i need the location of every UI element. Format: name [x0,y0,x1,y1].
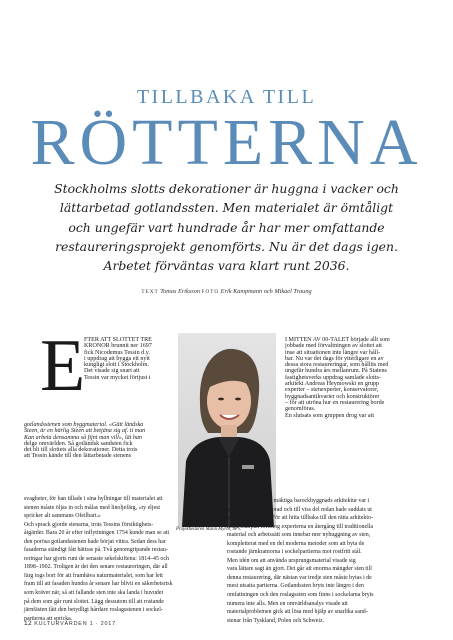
text-line: bar. Nu var det dags för ytterligare en av [285,355,384,362]
text-line: FTER ATT SLOTTET TRE [84,337,152,343]
text-line: åtgärder. Bara 20 år efter inflyttningen 1754 kunde man se att [24,530,170,537]
lede-line: restaureringsprojekt genomförts. Nu är det dags igen. [55,238,398,254]
text-line: färg togs bort för att framhäva naturmaterialet, som har lett [24,572,163,579]
article-lede [0,179,453,275]
text-line: tydligheten i denna mäktiga barockbyggnads arkitektur var i [227,498,370,504]
text-line: genomföras. [285,406,316,413]
text-line: – för att utröna hur en restaurering borde [285,399,385,406]
text-line: som kräver när, så att fallande sten inte ska landa i huvudet [24,590,164,597]
text-line: denna restaurering, där nästan var tredje sten måste bytas i de [227,574,372,581]
text-line: material och arbetssätt som innebar mer nyhuggning av sten, [227,532,371,539]
text-line: partierna att spricka. [24,615,73,622]
text-line: En slutsats som gruppen drog var att [285,412,375,419]
text-line: inse att situationen inte längre var håll- [285,349,381,356]
text-line: materialproblemen gick att lösa med hjälp av snarlika sand- [227,609,368,616]
text-line: på dem som går runt slottet. Lägg dessutom till att rostande [24,598,164,605]
column-1-middle [24,422,174,460]
text-line: Det visade sig snart att [84,368,140,375]
photo-caption: Projektledaren Malin Myrin, SFV. [176,527,242,532]
drop-cap: E [40,325,86,407]
byline-text-label: TEXT [141,289,159,295]
text-line: svagheter, för han tillade i sina hyllningar till materialet att [24,496,163,502]
text-line: kompletterat med en del moderna metoder som att byta de [227,540,365,547]
byline-photo-label: FOTO [201,289,220,295]
text-line: I MITTEN AV 00-TALET började allt som [285,337,390,343]
magazine-name: KULTURVÄRDEN [34,621,88,627]
text-line: kungligt slott i Stockholm. [84,362,150,369]
column-1-opening [84,337,174,381]
text-line: att Tessin kände till den lättarbetade stenens [24,453,132,460]
text-line: numera inte alls. Men en omvärldsanalys visade att [227,600,348,607]
text-line: i uppdrag att bygga ett nytt [84,355,150,362]
text-line: Kan arbeta densamma så fijnt man vill», lät han [24,434,142,441]
lede-line: lättarbetad gotlandssten. Men materialet är ömtåligt [59,200,394,216]
text-line: Men idén om att använda ursprungsmaterial visade sig [227,557,356,564]
text-line: fasaderna ständigt fått bättras på. Två genomgripande restau- [24,547,168,554]
text-line: Och sprack gjorde stenarna, trots Tessins försiktighets- [24,521,154,528]
column-2-top [285,337,435,419]
text-line: dessa stora restaureringar, som hållits med [285,362,389,369]
text-line: byggnadsantikvarier och konstruktörer [285,393,380,400]
lede-line: Stockholms slotts dekorationer är huggna i vacker och [54,181,399,196]
text-line: spricker alt sammans Ofeilbart.» [24,513,101,520]
text-line: reringar har gjorts runt de senaste sekelskiftena: 1814–45 och [24,555,169,562]
text-line: fram till att fasaden hundra år senare har blivit en säkerhetsrisk [24,581,173,588]
text-line: niska skärpan föreslog experterna en återgång till traditionella [227,523,373,530]
text-line: delge omvärlden. Så gotländsk sandsten fick [24,440,133,447]
issue-label: 1 · 2017 [89,621,116,627]
text-line: mest utsatta partierna. Gotlandssten bryts inte längre i den [227,583,364,590]
lede-line: och ungefär vart hundrade år har mer omfattande [68,219,385,235]
text-line: fastighetsverks uppdrag samlade slotts- [285,374,381,381]
text-line: arkitekt Andreas Heymowski en grupp [285,381,380,388]
text-line: Steen, är en härlig Steen att betjäna sig af. ti man [24,428,146,435]
text-line: omfattningen och den roslagssten som finns i sockelarna bryts [227,592,374,599]
text-line: KRONOR brunnit ner 1697 [84,343,152,350]
text-line: akut risk att gå förlorad och till viss del redan hade suddats ut [227,506,372,513]
byline-photographers: Erik Kampmann och Mikael Traung [220,288,312,295]
page-footer [24,620,116,627]
text-line: jobbade med förvaltningen av slottet att [285,343,382,350]
text-line: den porösa gotlandsstenen hade börjat vittra. Sedan dess har [24,538,166,545]
text-line: vara lättare sagt än gjort. Det går att enorma mängder sten till [227,566,372,573]
text-line: ungefär hundra års mellanrum. På Statens [285,368,387,375]
article-kicker: TILLBAKA TILL [136,86,317,108]
text-line: gotlandsstenen som byggmaterial. «Gätt ländska [24,422,144,428]
text-line: det bli till slottets alla dekorationer. Detta trots [24,447,138,454]
text-line: Tessin var mycket förtjust i [84,374,151,381]
text-line: 1898–1902. Troligen är det den senare restaureringen, där all [24,564,168,571]
column-2-bottom [227,495,437,623]
text-line: stenen måste öljas in och målas med linoljefärg, «ty eljest [24,504,160,511]
byline-author: Tomas Eriksson [160,288,201,295]
lede-line: Arbetet förväntas vara klart runt 2036. [103,258,350,274]
text-line: järnfästen fått den betydligt hårdare roslagsstenen i sockel- [24,607,163,614]
byline [0,288,453,295]
text-line: av väder och vind. För att hitta tillbaka till den rätta arkitekto- [227,515,373,522]
page-number: 12 [24,620,32,627]
text-line: stenar från Tyskland, Polen och Schweiz. [227,617,325,624]
article-title: RÖTTERNA [30,106,423,179]
text-line: fick Nicodemus Tessin d.y. [84,349,150,356]
text-line: rostande järnkramorna i sockelpartierna mot rostfritt stål. [227,549,362,556]
text-line: experter – stenexperter, konservatorer, [285,387,379,394]
